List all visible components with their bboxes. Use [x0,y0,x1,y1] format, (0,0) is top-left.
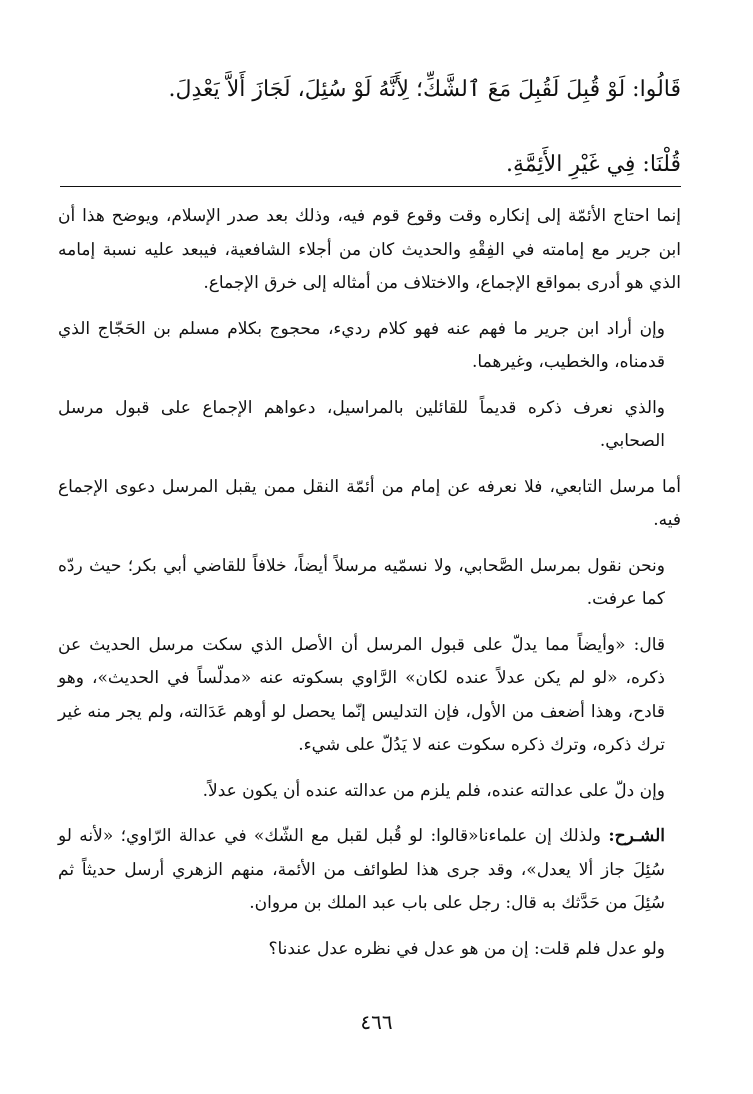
sharh-paragraph [58,820,681,921]
paragraph: والذي نعرف ذكره قديماً للقائلين بالمراسيل، دعواهم الإجماع على قبول مرسل الصحابي. [58,397,665,451]
section-divider [60,186,681,187]
matn-line-2: قُلْنَا: فِي غَيْرِ الأَئِمَّةِ. [506,152,681,177]
paragraph: ونحن نقول بمرسل الصَّحابي، ولا نسمّيه مرسلاً أيضاً، خلافاً للقاضي أبي بكر؛ حيث ردّه كما عرفت. [58,555,665,609]
matn-line-1: قَالُوا: لَوْ قُبِلَ لَقُبِلَ مَعَ ٱلشَّكِّ؛ لِأَنَّهُ لَوْ سُئِلَ، لَجَازَ أَلاَّ يَعْدِلَ. [168,77,681,102]
commentary-body [58,200,681,978]
paragraph: أما مرسل التابعي، فلا نعرفه عن إمام من أئمّة النقل ممن يقبل المرسل دعوى الإجماع فيه. [58,476,681,530]
paragraph: وإن دلّ على عدالته عنده، فلم يلزم من عدالته عنده أن يكون عدلاً. [202,780,665,801]
paragraph: ولو عدل فلم قلت: إن من هو عدل في نظره عدل عندنا؟ [268,938,665,959]
paragraph: قال: «وأيضاً مما يدلّ على قبول المرسل أن الأصل الذي سكت مرسل الحديث عن ذكره، «لو لم يكن عدلاً عنده لكان» الرَّاوي بسكوته عنه «مدلّساً في الحديث»، وهو قادح، وهذا أضعف من الأول، فإن التدليس إنّما يحصل لو أوهم عَدَالته، ولم يجر منه غير ترك ذكره، وترك ذكره سكوت عنه لا يَدُلّ على شيء. [58,634,665,755]
sharh-text: ولذلك إن علماءنا«قالوا: لو قُبل لقبل مع الشّك» في عدالة الرّاوي؛ «لأنه لو سُئِلَ جاز ألا يعدل»، وقد جرى هذا لطوائف من الأئمة، منهم الزهري أرسل حديثاً ثم سُئِلَ من حَدَّثك به قال: رجل على باب عبد الملك بن مروان. [58,826,665,913]
paragraph: إنما احتاج الأئمّة إلى إنكاره وقت وقوع قوم فيه، وذلك بعد صدر الإسلام، ويوضح هذا أن ابن جرير مع إمامته في الفِقْهِ والحديث كان من أجلاء الشافعية، فيبعد عليه نسبة إمامه الذي هو أدرى بمواقع الإجماع، والاختلاف من أمثاله إلى خرق الإجماع. [58,206,681,293]
page-number: ٤٦٦ [360,1010,393,1034]
paragraph: وإن أراد ابن جرير ما فهم عنه فهو كلام رديء، محجوج بكلام مسلم بن الحَجّاج الذي قدمناه، والخطيب، وغيرهما. [58,318,665,372]
sharh-label: الشـرح: [608,826,665,846]
